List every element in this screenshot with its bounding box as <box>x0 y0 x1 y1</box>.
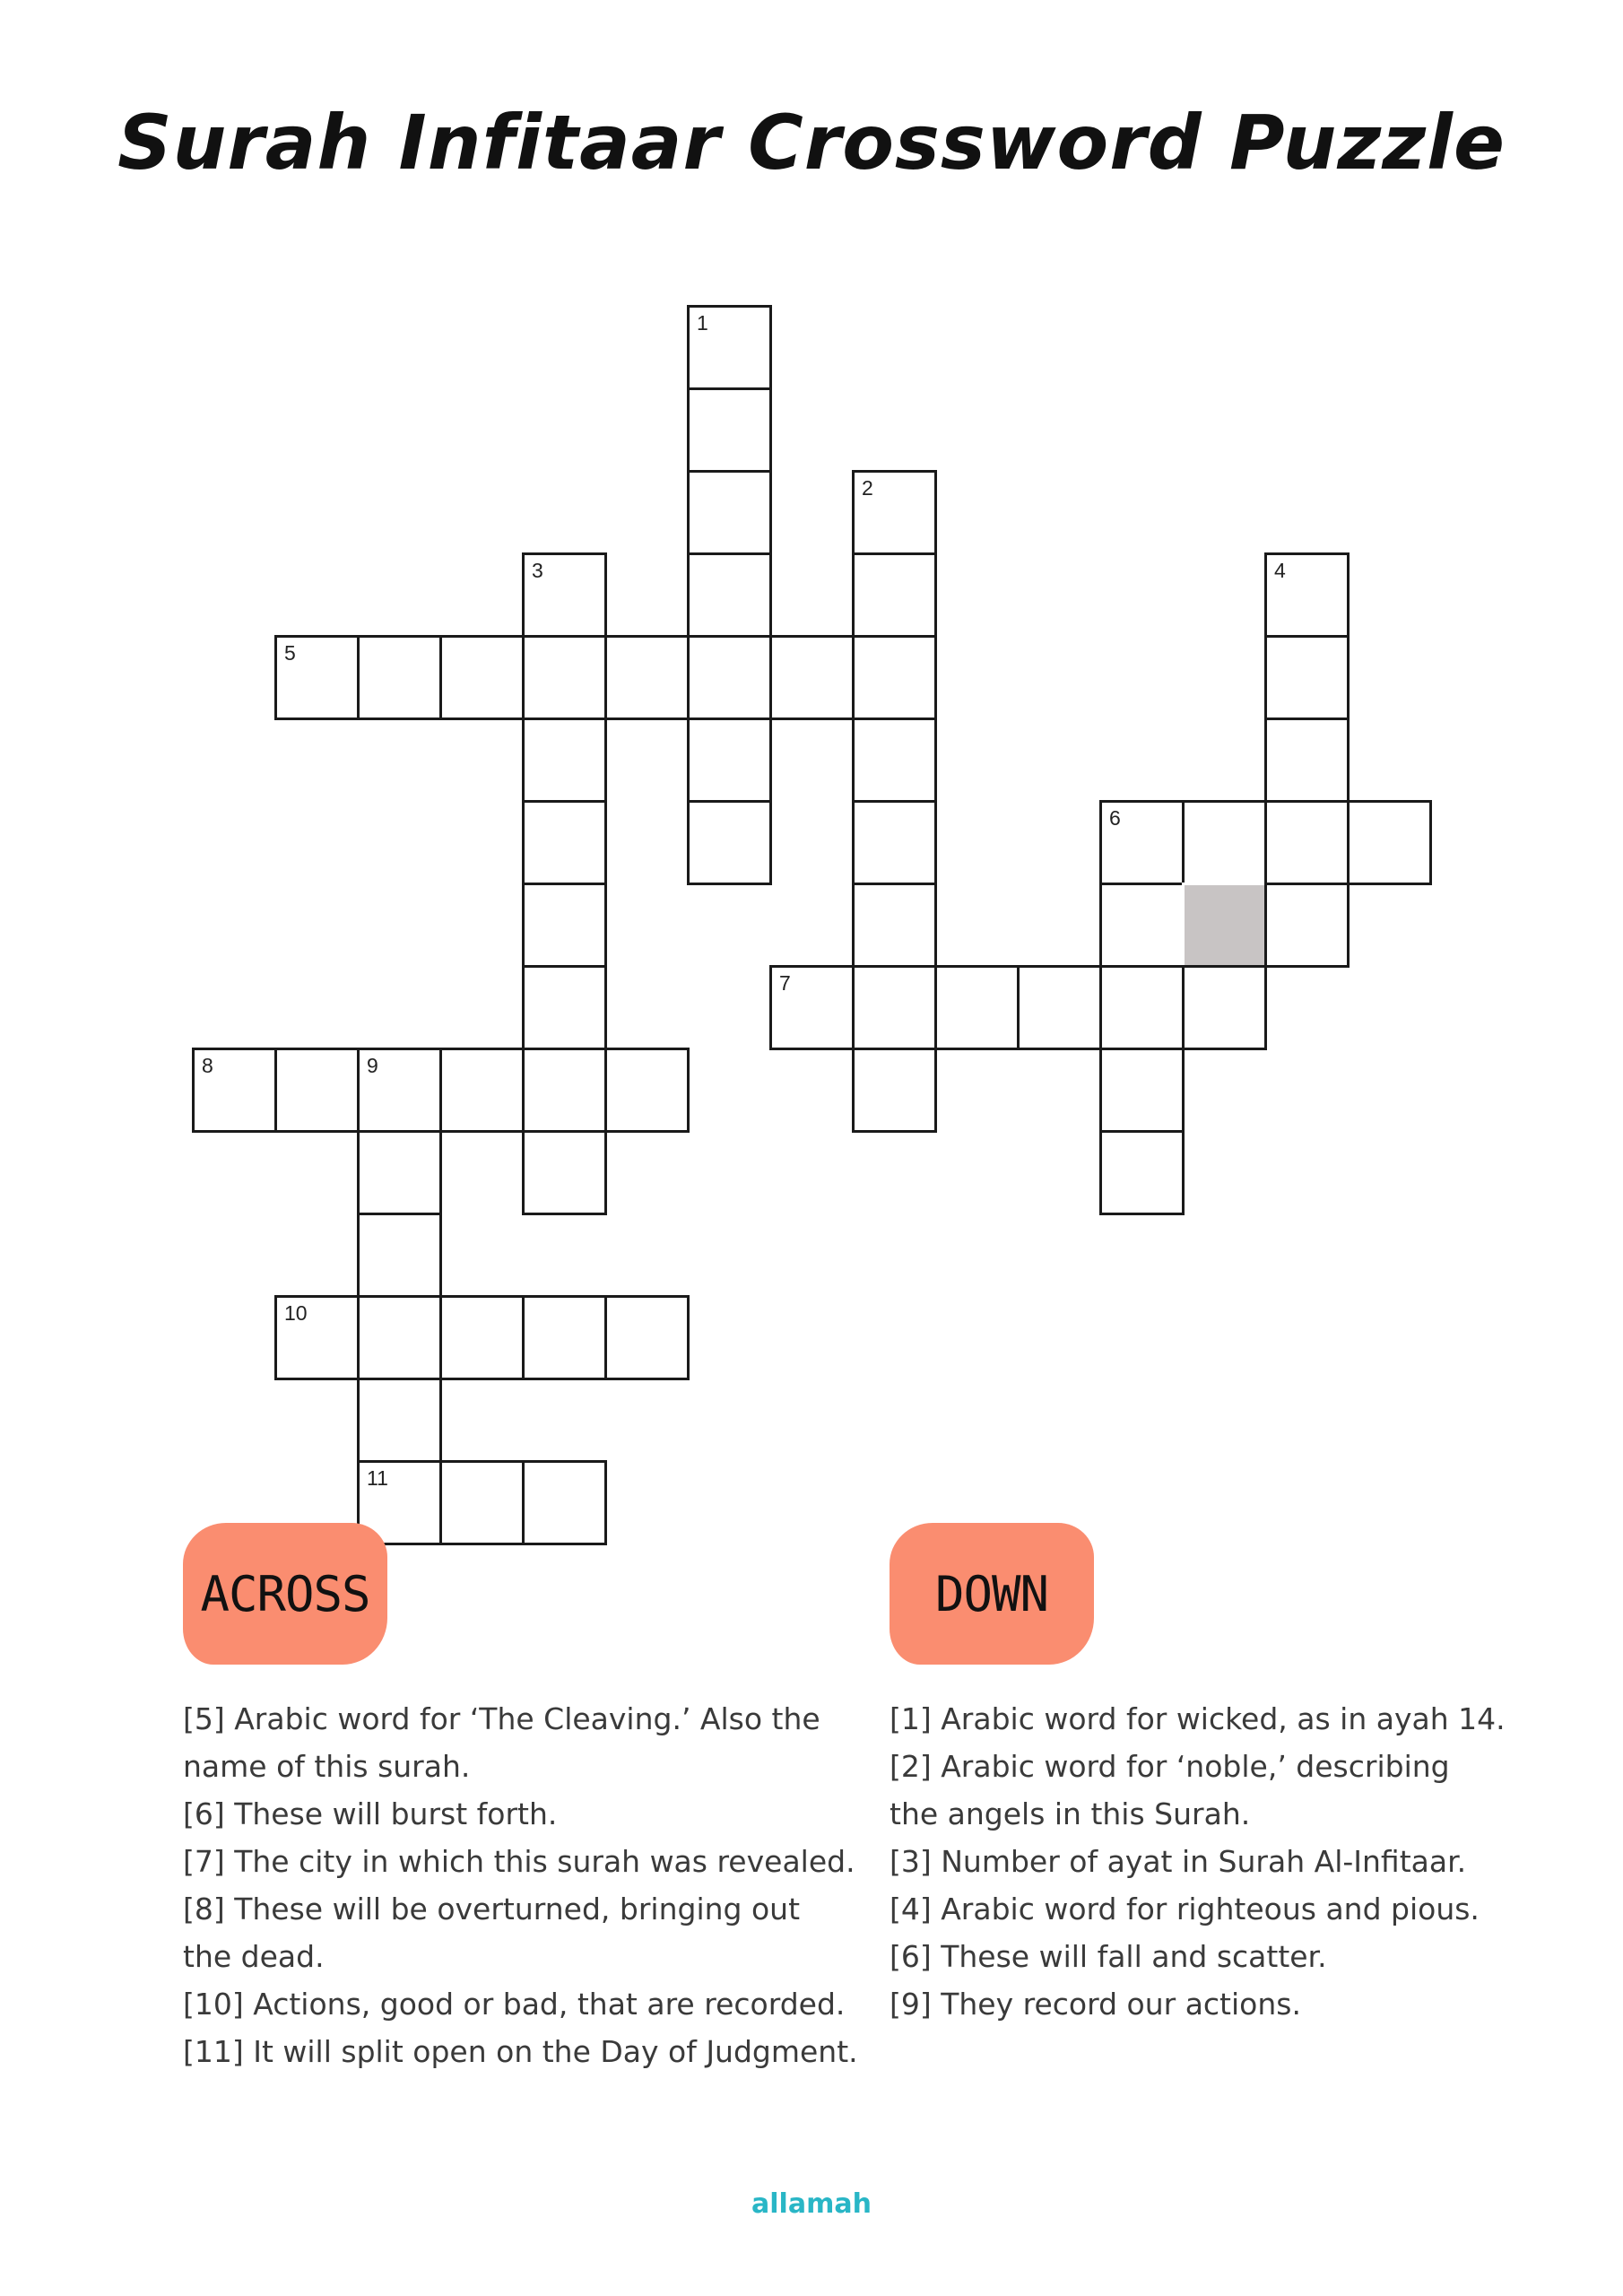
crossword-cell[interactable] <box>1264 635 1350 720</box>
crossword-cell[interactable] <box>522 718 607 803</box>
clue-number: 7 <box>779 971 791 995</box>
clue-number: 2 <box>862 476 873 500</box>
crossword-cell[interactable] <box>274 635 360 720</box>
across-clue-line: [10] Actions, good or bad, that are recorded. <box>183 1987 846 2022</box>
crossword-cell[interactable] <box>1017 965 1102 1050</box>
crossword-cell[interactable] <box>769 635 855 720</box>
across-clue-line: [7] The city in which this surah was revealed. <box>183 1844 855 1879</box>
crossword-cell[interactable] <box>192 1048 277 1133</box>
crossword-cell[interactable] <box>357 1048 442 1133</box>
crossword-cell[interactable] <box>1099 1048 1185 1133</box>
crossword-cell[interactable] <box>1264 800 1350 885</box>
crossword-cell[interactable] <box>1264 552 1350 638</box>
crossword-cell[interactable] <box>357 635 442 720</box>
clue-number: 4 <box>1274 559 1286 582</box>
crossword-cell[interactable] <box>852 883 937 968</box>
crossword-cell[interactable] <box>1264 883 1350 968</box>
crossword-cell[interactable] <box>852 470 937 555</box>
brand-logo: allamah <box>751 2188 872 2220</box>
clue-number: 3 <box>532 559 543 582</box>
clue-number: 11 <box>367 1466 388 1490</box>
crossword-cell[interactable] <box>852 965 937 1050</box>
crossword-cell[interactable] <box>439 635 525 720</box>
crossword-cell[interactable] <box>1347 800 1432 885</box>
down-clue-line: [3] Number of ayat in Surah Al-Infitaar. <box>890 1844 1467 1879</box>
crossword-cell[interactable] <box>522 965 607 1050</box>
crossword-cell[interactable] <box>852 800 937 885</box>
clue-number: 8 <box>202 1054 213 1077</box>
crossword-cell[interactable] <box>1099 1130 1185 1215</box>
crossword-cell[interactable] <box>522 552 607 638</box>
crossword-cell[interactable] <box>274 1048 360 1133</box>
across-clue-line: the dead. <box>183 1939 325 1974</box>
crossword-cell[interactable] <box>357 1295 442 1380</box>
clue-number: 5 <box>284 641 296 665</box>
down-clue-line: [4] Arabic word for righteous and pious. <box>890 1892 1480 1926</box>
across-clue-line: [8] These will be overturned, bringing out <box>183 1892 801 1926</box>
page-title: Surah Infitaar Crossword Puzzle <box>117 99 1506 187</box>
crossword-cell[interactable] <box>439 1460 525 1545</box>
down-clue-line: [6] These will fall and scatter. <box>890 1939 1327 1974</box>
crossword-cell[interactable] <box>1099 883 1185 968</box>
across-clue-line: [5] Arabic word for ‘The Cleaving.’ Also the <box>183 1701 820 1736</box>
crossword-cell[interactable] <box>687 552 772 638</box>
crossword-cell[interactable] <box>852 552 937 638</box>
crossword-cell[interactable] <box>1099 800 1185 885</box>
across-heading: ACROSS <box>200 1565 370 1622</box>
crossword-cell[interactable] <box>687 718 772 803</box>
crossword-cell[interactable] <box>604 1295 690 1380</box>
crossword-cell[interactable] <box>357 1378 442 1463</box>
clue-number: 10 <box>284 1301 308 1325</box>
down-clue-line: [1] Arabic word for wicked, as in ayah 14. <box>890 1701 1506 1736</box>
crossword-cell-shaded <box>1182 883 1267 968</box>
down-clue-line: [2] Arabic word for ‘noble,’ describing <box>890 1749 1450 1784</box>
crossword-cell[interactable] <box>852 718 937 803</box>
across-clue-line: [11] It will split open on the Day of Judgment. <box>183 2034 858 2069</box>
clue-number: 9 <box>367 1054 378 1077</box>
crossword-cell[interactable] <box>1182 800 1267 885</box>
crossword-cell[interactable] <box>687 800 772 885</box>
crossword-cell[interactable] <box>687 305 772 390</box>
crossword-cell[interactable] <box>522 1460 607 1545</box>
crossword-cell[interactable] <box>522 1295 607 1380</box>
across-heading-badge <box>183 1523 387 1665</box>
crossword-cell[interactable] <box>522 1130 607 1215</box>
across-clue-list <box>183 1695 858 2075</box>
crossword-cell[interactable] <box>274 1295 360 1380</box>
crossword-cell[interactable] <box>934 965 1020 1050</box>
down-clue-line: the angels in this Surah. <box>890 1796 1251 1831</box>
crossword-cell[interactable] <box>687 470 772 555</box>
clue-number: 1 <box>697 311 708 335</box>
crossword-cell[interactable] <box>604 635 690 720</box>
crossword-cell[interactable] <box>357 1213 442 1298</box>
clue-number: 6 <box>1109 806 1121 830</box>
crossword-cell[interactable] <box>1264 718 1350 803</box>
crossword-cell[interactable] <box>769 965 855 1050</box>
crossword-cell[interactable] <box>687 387 772 473</box>
crossword-cell[interactable] <box>439 1048 525 1133</box>
crossword-cell[interactable] <box>522 635 607 720</box>
across-clue-line: [6] These will burst forth. <box>183 1796 558 1831</box>
crossword-cell[interactable] <box>357 1130 442 1215</box>
crossword-cell[interactable] <box>852 635 937 720</box>
crossword-cell[interactable] <box>522 1048 607 1133</box>
crossword-cell[interactable] <box>604 1048 690 1133</box>
down-clue-line: [9] They record our actions. <box>890 1987 1301 2022</box>
down-clue-list <box>890 1695 1506 2028</box>
down-heading-badge <box>890 1523 1094 1665</box>
crossword-cell[interactable] <box>1182 965 1267 1050</box>
crossword-cell[interactable] <box>852 1048 937 1133</box>
crossword-cell[interactable] <box>1099 965 1185 1050</box>
across-clue-line: name of this surah. <box>183 1749 471 1784</box>
crossword-cell[interactable] <box>522 800 607 885</box>
crossword-cell[interactable] <box>522 883 607 968</box>
down-heading: DOWN <box>934 1565 1049 1622</box>
crossword-cell[interactable] <box>439 1295 525 1380</box>
crossword-cell[interactable] <box>687 635 772 720</box>
